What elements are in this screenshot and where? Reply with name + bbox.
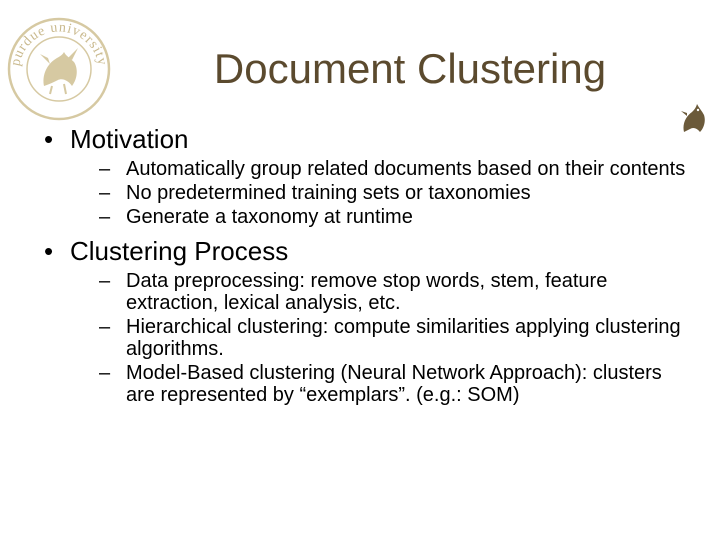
heading-motivation: Motivation [70, 124, 189, 154]
dash-glyph: – [99, 182, 111, 204]
sub-bullet-item [99, 158, 694, 180]
university-seal-icon [4, 14, 114, 124]
dash-glyph: – [99, 158, 111, 180]
sub-bullet-list [44, 270, 694, 406]
bullet-heading [44, 234, 694, 268]
slide-title: Document Clustering [213, 45, 607, 92]
sub-bullet-list [44, 158, 694, 228]
bullet-glyph: • [44, 236, 54, 266]
bullet-glyph: • [44, 124, 54, 154]
sub-bullet-text: Generate a taxonomy at runtime [126, 206, 413, 228]
section-clustering-process [44, 234, 694, 406]
sub-bullet-item [99, 206, 694, 228]
slide-body [44, 122, 694, 410]
section-motivation [44, 122, 694, 228]
sub-bullet-item [99, 270, 694, 314]
sub-bullet-text: Model-Based clustering (Neural Network Approach): clusters are represented by “exemplars”. (e.g.: SOM) [126, 362, 662, 406]
sub-bullet-text: Data preprocessing: remove stop words, stem, feature extraction, lexical analysis, etc. [126, 270, 608, 314]
sub-bullet-item [99, 182, 694, 204]
seal-text-top: purdue [8, 23, 48, 68]
dash-glyph: – [99, 316, 111, 338]
sub-bullet-item [99, 362, 694, 406]
dash-glyph: – [99, 270, 111, 292]
seal-text-right: university [49, 20, 110, 68]
sub-bullet-text: Automatically group related documents based on their contents [126, 158, 686, 180]
sub-bullet-text: Hierarchical clustering: compute similarities applying clustering algorithms. [126, 316, 681, 360]
dash-glyph: – [99, 362, 111, 384]
bullet-heading [44, 122, 694, 156]
heading-clustering-process: Clustering Process [70, 236, 289, 266]
dash-glyph: – [99, 206, 111, 228]
sub-bullet-item [99, 316, 694, 360]
sub-bullet-text: No predetermined training sets or taxonomies [126, 182, 531, 204]
